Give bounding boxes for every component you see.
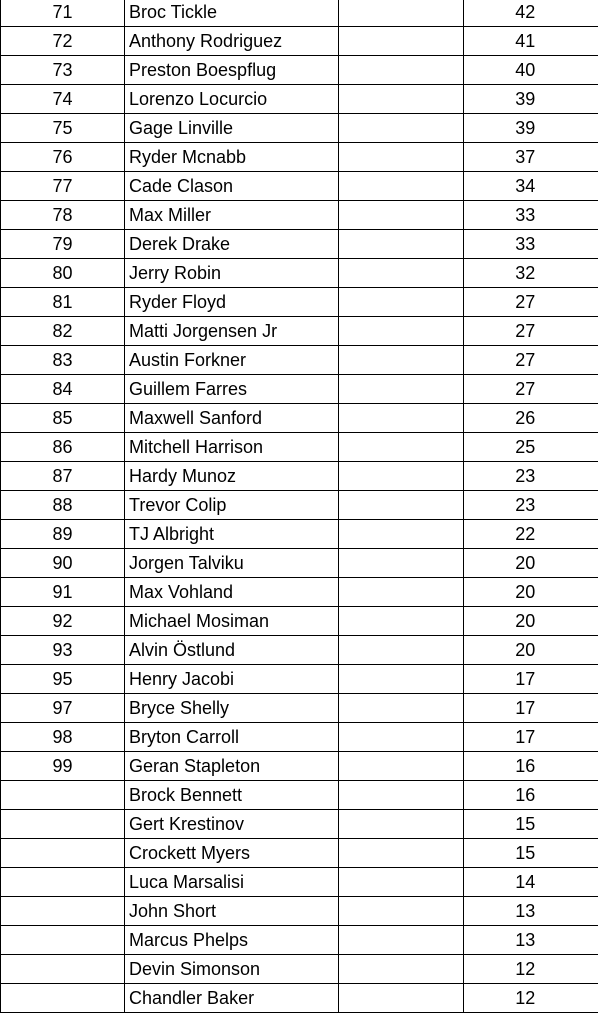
rank-cell [1,926,125,955]
empty-cell [339,346,464,375]
rank-cell [1,810,125,839]
table-row [1,984,598,1013]
table-row [1,433,598,462]
rank-cell: 90 [1,549,125,578]
rider-name-cell: Cade Clason [125,172,339,201]
rank-cell [1,984,125,1013]
points-cell: 15 [464,839,598,868]
rider-name-cell: Marcus Phelps [125,926,339,955]
empty-cell [339,375,464,404]
empty-cell [339,781,464,810]
rank-cell: 99 [1,752,125,781]
table-row [1,752,598,781]
table-row [1,694,598,723]
empty-cell [339,143,464,172]
empty-cell [339,317,464,346]
rider-name-cell: Michael Mosiman [125,607,339,636]
empty-cell [339,404,464,433]
rank-cell: 81 [1,288,125,317]
table-row [1,636,598,665]
points-cell: 23 [464,491,598,520]
table-row [1,462,598,491]
rank-cell: 76 [1,143,125,172]
rider-name-cell: Chandler Baker [125,984,339,1013]
points-cell: 15 [464,810,598,839]
empty-cell [339,520,464,549]
points-cell: 41 [464,27,598,56]
rank-cell: 98 [1,723,125,752]
empty-cell [339,549,464,578]
rank-cell: 83 [1,346,125,375]
rank-cell: 77 [1,172,125,201]
table-row [1,27,598,56]
table-row [1,172,598,201]
empty-cell [339,0,464,27]
rank-cell: 88 [1,491,125,520]
rider-name-cell: Bryton Carroll [125,723,339,752]
table-row [1,868,598,897]
points-cell: 27 [464,346,598,375]
rider-name-cell: Derek Drake [125,230,339,259]
table-row [1,56,598,85]
rank-cell [1,955,125,984]
points-cell: 39 [464,85,598,114]
table-row [1,810,598,839]
empty-cell [339,607,464,636]
points-cell: 17 [464,694,598,723]
points-cell: 27 [464,288,598,317]
empty-cell [339,288,464,317]
rank-cell: 87 [1,462,125,491]
rider-name-cell: Austin Forkner [125,346,339,375]
rank-cell: 73 [1,56,125,85]
table-row [1,143,598,172]
rank-cell: 84 [1,375,125,404]
empty-cell [339,56,464,85]
results-table-body [1,0,598,1013]
empty-cell [339,636,464,665]
rank-cell: 72 [1,27,125,56]
rank-cell [1,781,125,810]
empty-cell [339,491,464,520]
rider-name-cell: Matti Jorgensen Jr [125,317,339,346]
rank-cell: 85 [1,404,125,433]
table-row [1,288,598,317]
rider-name-cell: Luca Marsalisi [125,868,339,897]
empty-cell [339,433,464,462]
rider-name-cell: Gert Krestinov [125,810,339,839]
points-cell: 27 [464,317,598,346]
table-row [1,317,598,346]
rider-name-cell: Bryce Shelly [125,694,339,723]
points-cell: 27 [464,375,598,404]
rider-name-cell: Brock Bennett [125,781,339,810]
empty-cell [339,462,464,491]
table-row [1,114,598,143]
rider-name-cell: Broc Tickle [125,0,339,27]
rider-name-cell: Mitchell Harrison [125,433,339,462]
table-row [1,955,598,984]
rank-cell: 71 [1,0,125,27]
table-row [1,723,598,752]
empty-cell [339,27,464,56]
points-cell: 34 [464,172,598,201]
empty-cell [339,665,464,694]
points-cell: 32 [464,259,598,288]
rank-cell: 92 [1,607,125,636]
rider-name-cell: Maxwell Sanford [125,404,339,433]
rider-name-cell: Anthony Rodriguez [125,27,339,56]
rank-cell: 89 [1,520,125,549]
rider-name-cell: Trevor Colip [125,491,339,520]
table-row [1,375,598,404]
rank-cell: 75 [1,114,125,143]
table-row [1,0,598,27]
points-cell: 20 [464,636,598,665]
rider-name-cell: John Short [125,897,339,926]
rank-cell: 78 [1,201,125,230]
empty-cell [339,114,464,143]
points-cell: 20 [464,578,598,607]
empty-cell [339,230,464,259]
table-row [1,578,598,607]
empty-cell [339,259,464,288]
rider-name-cell: Hardy Munoz [125,462,339,491]
rank-cell: 91 [1,578,125,607]
points-cell: 37 [464,143,598,172]
points-cell: 22 [464,520,598,549]
points-cell: 33 [464,230,598,259]
points-cell: 17 [464,665,598,694]
rider-name-cell: Alvin Östlund [125,636,339,665]
points-cell: 26 [464,404,598,433]
table-row [1,520,598,549]
empty-cell [339,926,464,955]
rider-name-cell: Guillem Farres [125,375,339,404]
table-row [1,607,598,636]
empty-cell [339,868,464,897]
rank-cell [1,868,125,897]
table-row [1,491,598,520]
points-cell: 42 [464,0,598,27]
empty-cell [339,984,464,1013]
points-cell: 13 [464,897,598,926]
table-row [1,346,598,375]
rider-name-cell: Ryder Floyd [125,288,339,317]
points-cell: 12 [464,984,598,1013]
points-cell: 17 [464,723,598,752]
empty-cell [339,694,464,723]
points-cell: 13 [464,926,598,955]
empty-cell [339,810,464,839]
empty-cell [339,85,464,114]
points-cell: 39 [464,114,598,143]
table-row [1,839,598,868]
table-row [1,665,598,694]
points-cell: 14 [464,868,598,897]
points-cell: 33 [464,201,598,230]
rider-name-cell: Lorenzo Locurcio [125,85,339,114]
table-row [1,549,598,578]
table-row [1,404,598,433]
table-row [1,926,598,955]
table-row [1,259,598,288]
points-cell: 12 [464,955,598,984]
rider-name-cell: Jerry Robin [125,259,339,288]
table-row [1,897,598,926]
empty-cell [339,955,464,984]
rider-name-cell: Jorgen Talviku [125,549,339,578]
points-cell: 16 [464,781,598,810]
points-cell: 16 [464,752,598,781]
empty-cell [339,201,464,230]
rank-cell [1,897,125,926]
empty-cell [339,172,464,201]
table-row [1,781,598,810]
rider-name-cell: Crockett Myers [125,839,339,868]
rider-name-cell: Ryder Mcnabb [125,143,339,172]
rank-cell: 74 [1,85,125,114]
table-row [1,230,598,259]
rank-cell: 79 [1,230,125,259]
points-cell: 25 [464,433,598,462]
rider-name-cell: Max Vohland [125,578,339,607]
rider-name-cell: Henry Jacobi [125,665,339,694]
rider-name-cell: TJ Albright [125,520,339,549]
rank-cell: 93 [1,636,125,665]
rank-cell: 80 [1,259,125,288]
rider-name-cell: Gage Linville [125,114,339,143]
empty-cell [339,752,464,781]
rider-name-cell: Preston Boespflug [125,56,339,85]
rider-name-cell: Max Miller [125,201,339,230]
empty-cell [339,839,464,868]
rank-cell: 97 [1,694,125,723]
rank-cell: 86 [1,433,125,462]
rank-cell [1,839,125,868]
points-cell: 40 [464,56,598,85]
rider-name-cell: Geran Stapleton [125,752,339,781]
points-cell: 20 [464,549,598,578]
rider-name-cell: Devin Simonson [125,955,339,984]
table-row [1,85,598,114]
points-cell: 20 [464,607,598,636]
rank-cell: 82 [1,317,125,346]
empty-cell [339,897,464,926]
empty-cell [339,723,464,752]
empty-cell [339,578,464,607]
table-row [1,201,598,230]
points-cell: 23 [464,462,598,491]
rank-cell: 95 [1,665,125,694]
